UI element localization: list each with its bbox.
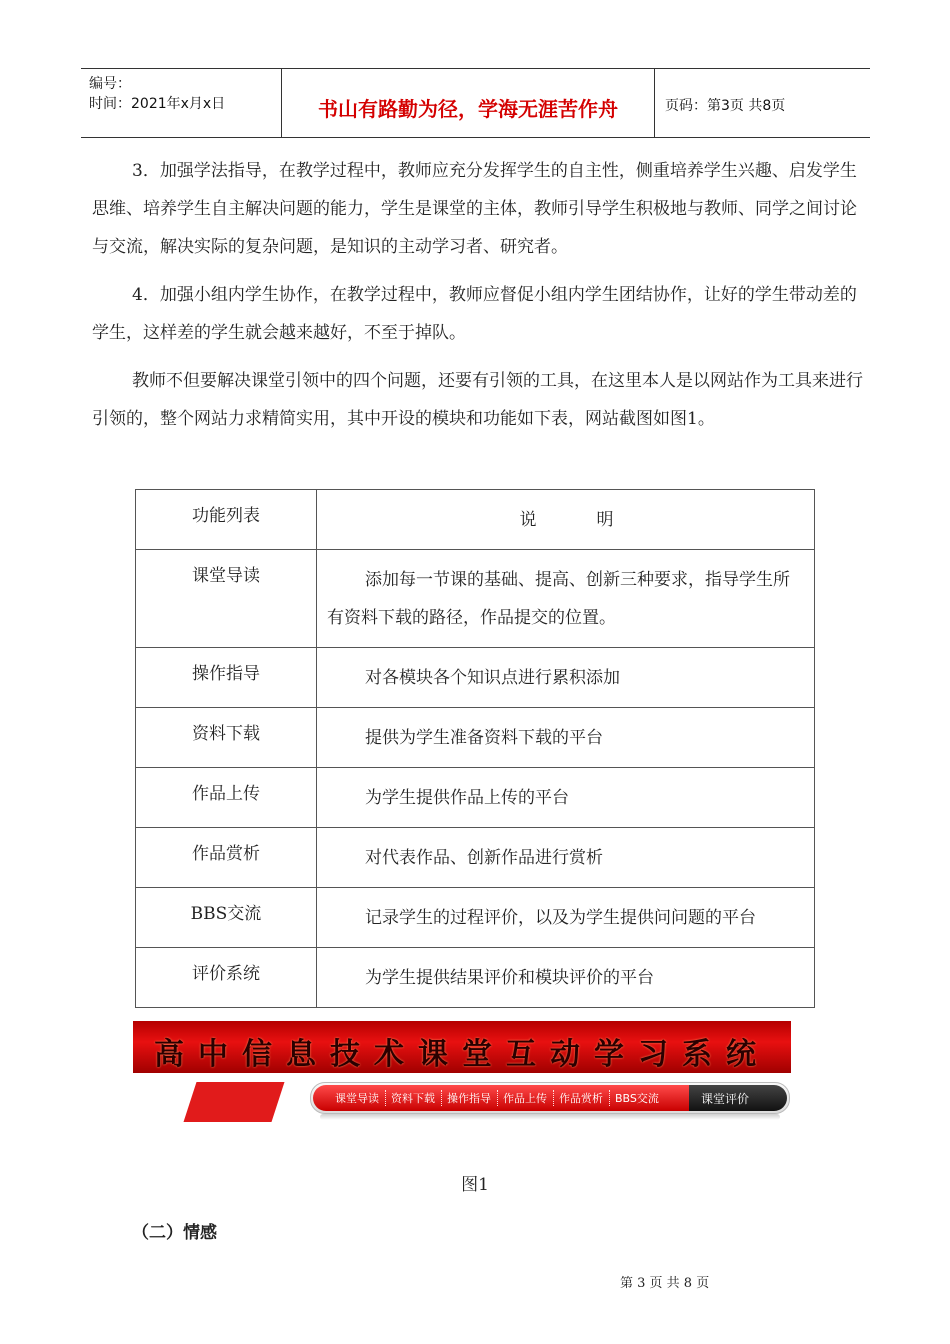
nav-item-bbs[interactable]: BBS交流 [615,1092,659,1105]
table-cell-desc: 为学生提供作品上传的平台 [317,768,815,828]
nav-item-guide[interactable]: 操作指导 [447,1092,491,1105]
site-banner-title: 高中信息技术课堂互动学习系统 [154,1037,770,1072]
table-cell-desc: 对各模块各个知识点进行累积添加 [317,648,815,708]
table-header-feature: 功能列表 [136,490,317,550]
nav-separator [553,1090,554,1106]
page-footer: 第 3 页 共 8 页 [620,1276,710,1291]
table-cell-feature: BBS交流 [136,888,317,948]
table-cell-feature: 操作指导 [136,648,317,708]
navbar-shadow [320,1114,780,1120]
doc-number-label: 编号： [89,76,131,92]
table-cell-feature: 作品上传 [136,768,317,828]
figure-caption: 图1 [461,1175,489,1195]
nav-item-appreciation[interactable]: 作品赏析 [559,1092,603,1105]
table-cell-desc: 添加每一节课的基础、提高、创新三种要求，指导学生所有资料下载的路径，作品提交的位置。 [317,550,815,648]
header-desc-char-2: 明 [596,510,614,530]
header-meta-cell [81,69,282,137]
nav-item-upload[interactable]: 作品上传 [503,1092,547,1105]
nav-item-downloads[interactable]: 资料下载 [391,1092,435,1105]
table-row [136,948,815,1008]
table-row [136,648,815,708]
header-page-cell [655,69,870,137]
table-row [136,550,815,648]
table-cell-feature: 资料下载 [136,708,317,768]
nav-separator [385,1090,386,1106]
section-heading: （二）情感 [132,1223,217,1243]
table-cell-desc: 为学生提供结果评价和模块评价的平台 [317,948,815,1008]
table-cell-feature: 评价系统 [136,948,317,1008]
site-navbar [310,1082,790,1114]
nav-item-class-reading[interactable]: 课堂导读 [335,1092,379,1105]
function-table [135,489,815,1008]
header-page-label: 页码：第3页 共8页 [665,98,786,114]
header-motto-cell [282,69,655,137]
nav-separator [609,1090,610,1106]
table-cell-desc: 提供为学生准备资料下载的平台 [317,708,815,768]
table-row [136,828,815,888]
table-row [136,768,815,828]
header-motto: 书山有路勤为径，学海无涯苦作舟 [318,97,618,121]
nav-separator [441,1090,442,1106]
table-cell-desc: 对代表作品、创新作品进行赏析 [317,828,815,888]
page-header [81,68,870,138]
table-row [136,888,815,948]
nav-separator [497,1090,498,1106]
decorative-slant-shape [184,1082,285,1122]
table-cell-feature: 作品赏析 [136,828,317,888]
paragraph-4: 4．加强小组内学生协作，在教学过程中，教师应督促小组内学生团结协作，让好的学生带动差的学生，这样差的学生就会越来越好，不至于掉队。 [92,285,857,343]
table-cell-desc: 记录学生的过程评价，以及为学生提供问问题的平台 [317,888,815,948]
paragraph-tool: 教师不但要解决课堂引领中的四个问题，还要有引领的工具，在这里本人是以网站作为工具来进行引领的，整个网站力求精简实用，其中开设的模块和功能如下表，网站截图如图1。 [92,371,863,429]
table-header-row [136,490,815,550]
table-row [136,708,815,768]
nav-item-class-evaluation[interactable]: 课堂评价 [701,1092,750,1106]
site-banner [133,1021,791,1073]
table-header-desc [317,490,815,550]
paragraph-3: 3．加强学法指导，在教学过程中，教师应充分发挥学生的自主性，侧重培养学生兴趣、启发学生思维、培养学生自主解决问题的能力，学生是课堂的主体，教师引导学生积极地与教师、同学之间讨论与交流，解决实际的复杂问题，是知识的主动学习者、研究者。 [92,161,857,257]
doc-time-label: 时间：2021年x月x日 [89,96,226,112]
header-desc-char-1: 说 [519,510,537,530]
table-cell-feature: 课堂导读 [136,550,317,648]
